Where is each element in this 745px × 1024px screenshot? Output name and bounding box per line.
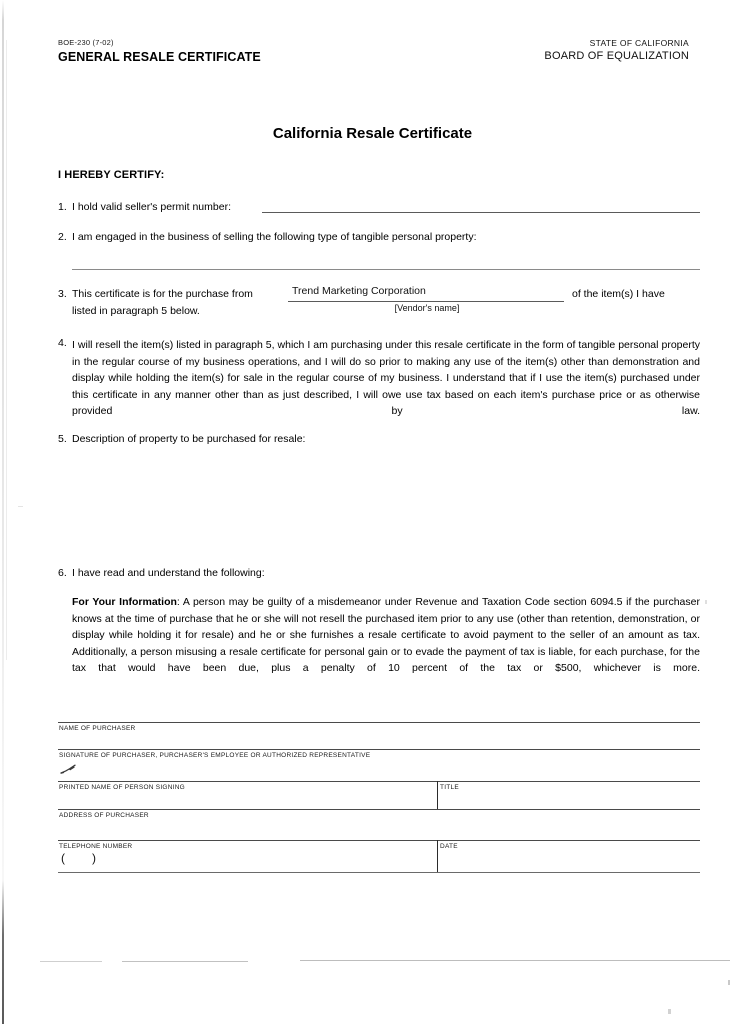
item-1-number: 1. (58, 201, 67, 213)
item-3-number: 3. (58, 288, 67, 300)
state-label: STATE OF CALIFORNIA (589, 38, 689, 48)
item-1-text: I hold valid seller's permit number: (72, 201, 231, 213)
signature-of-purchaser-label: SIGNATURE OF PURCHASER, PURCHASER'S EMPLOYEE OR AUTHORIZED REPRESENTATIVE (59, 752, 371, 759)
item-3-text-line2: listed in paragraph 5 below. (72, 305, 200, 317)
for-your-information-paragraph (72, 594, 700, 694)
signature-of-purchaser-line[interactable] (58, 749, 700, 750)
item-6-text: I have read and understand the following: (72, 567, 265, 579)
name-of-purchaser-label: NAME OF PURCHASER (59, 725, 136, 732)
footer-rule-segment-1 (40, 961, 102, 962)
item-3-text-before: This certificate is for the purchase from (72, 288, 253, 300)
vendor-name-value[interactable]: Trend Marketing Corporation (292, 285, 426, 297)
address-of-purchaser-line[interactable] (58, 809, 700, 810)
certify-heading: I HEREBY CERTIFY: (58, 169, 165, 181)
phone-open-paren: ( (61, 851, 65, 865)
name-of-purchaser-line[interactable] (58, 722, 700, 723)
item-4-text: I will resell the item(s) listed in paragraph 5, which I am purchasing under this resale certificate in the form of tangible personal property in the regular course of my business operations, and I will do so prior to making any use of the item(s) other than demonstration and display while holding the item(s) for sale in the regular course of my business. I understand that if I use the item(s) purchased under this certificate in any manner other than as just described, I will owe use tax based on each item's purchase price or as otherwise provided by law. (72, 339, 700, 418)
phone-close-paren: ) (92, 851, 96, 865)
signature-scribble-icon (60, 764, 76, 775)
item-3-text-after: of the item(s) I have (572, 288, 665, 300)
telephone-number-label: TELEPHONE NUMBER (59, 843, 133, 850)
agency-label: BOARD OF EQUALIZATION (544, 50, 689, 62)
printed-name-label: PRINTED NAME OF PERSON SIGNING (59, 784, 185, 791)
address-of-purchaser-label: ADDRESS OF PURCHASER (59, 812, 149, 819)
telephone-number-line[interactable] (58, 840, 700, 841)
item-5-description-area[interactable] (72, 452, 700, 552)
footer-rule-segment-2 (122, 961, 248, 962)
item-2-text: I am engaged in the business of selling the following type of tangible personal property: (72, 231, 477, 243)
date-field-divider (437, 840, 438, 872)
form-code: BOE-230 (7-02) (58, 38, 114, 47)
item-6-number: 6. (58, 567, 67, 579)
title-field-divider (437, 781, 438, 809)
scan-speck-1 (728, 980, 730, 985)
scan-edge-artifact (2, 0, 4, 1024)
signature-block-bottom-line (58, 872, 700, 873)
fyi-label: For Your Information (72, 596, 177, 608)
header-left (58, 38, 261, 64)
date-label: DATE (440, 843, 458, 850)
item-2-number: 2. (58, 231, 67, 243)
scan-speck-4 (18, 506, 23, 507)
seller-permit-number-line[interactable] (262, 212, 700, 213)
property-type-line[interactable] (72, 269, 700, 270)
vendor-name-caption: [Vendor's name] (394, 303, 460, 313)
title-label: TITLE (440, 784, 459, 791)
item-4-number: 4. (58, 337, 67, 349)
page-title: California Resale Certificate (272, 125, 473, 142)
form-title: GENERAL RESALE CERTIFICATE (58, 50, 261, 64)
scan-speck-2 (668, 1009, 671, 1014)
footer-rule-segment-3 (300, 960, 730, 961)
fyi-text: : A person may be guilty of a misdemeanor under Revenue and Taxation Code section 6094.5 if the purchaser knows at the time of purchase that he or she will not resell the purchased item prior to any use (other than retention, demonstration, or display while holding it for resale) and he or she furnishes a resale certificate to avoid payment to the seller of an amount as tax. Additionally, a person misusing a resale certificate for personal gain or to evade the payment of tax is liable, for each purchase, for the tax that would have been due, plus a penalty of 10 percent of the tax or $500, whichever is more. (72, 596, 700, 675)
item-5-number: 5. (58, 433, 67, 445)
header-right (544, 38, 689, 62)
vendor-name-line[interactable] (288, 301, 564, 302)
scan-speck-3 (705, 600, 707, 604)
printed-name-line[interactable] (58, 781, 700, 782)
item-5-text: Description of property to be purchased for resale: (72, 433, 306, 445)
